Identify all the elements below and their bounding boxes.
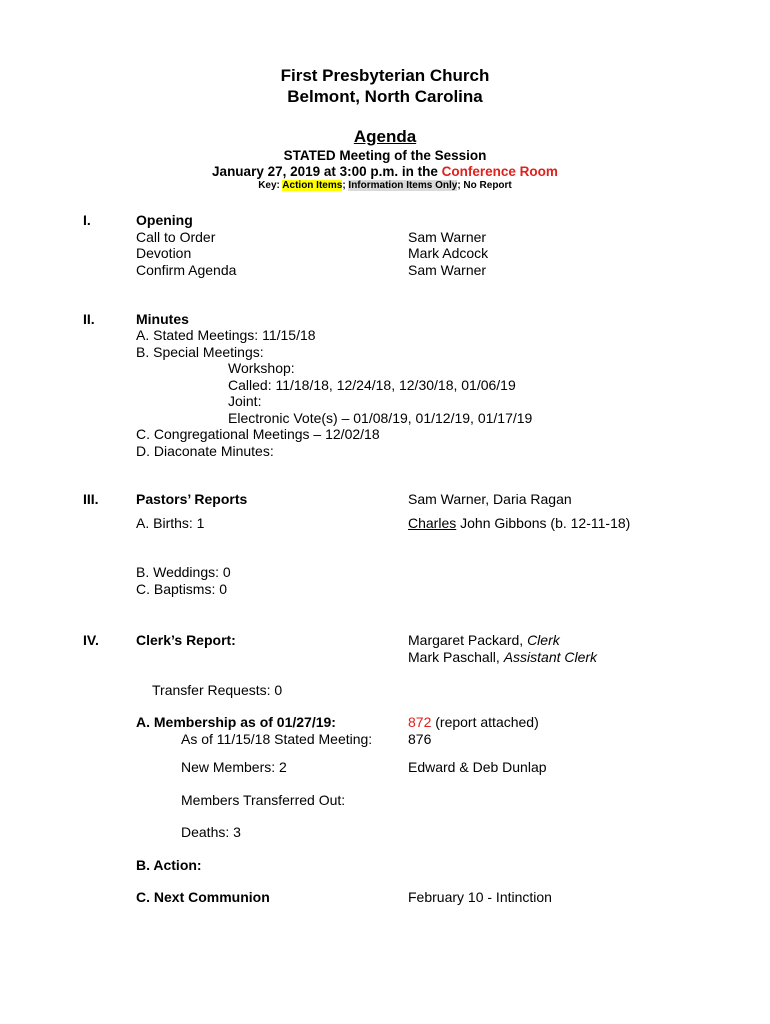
assistant-clerk-line xyxy=(408,649,597,666)
meeting-location: Conference Room xyxy=(441,164,558,179)
key-label: Key: xyxy=(258,180,283,191)
opening-item-who: Sam Warner xyxy=(408,229,487,245)
opening-item-label: Call to Order xyxy=(136,229,216,245)
membership-count: 872 xyxy=(408,714,432,730)
opening-item-who: Sam Warner xyxy=(408,262,487,278)
pastors-birth-detail xyxy=(408,515,630,532)
clerk-name-line xyxy=(408,632,560,649)
birth-rest: John Gibbons (b. 12-11-18) xyxy=(456,515,631,531)
org-location: Belmont, North Carolina xyxy=(287,87,483,106)
section-numeral-clerk: IV. xyxy=(83,632,99,648)
minutes-joint: Joint: xyxy=(228,393,262,409)
assistant-clerk-role: Assistant Clerk xyxy=(503,649,598,665)
pastors-who: Sam Warner, Daria Ragan xyxy=(408,491,572,507)
section-title-pastors: Pastors’ Reports xyxy=(136,491,248,507)
pastors-births: A. Births: 1 xyxy=(136,515,205,531)
key-no-report: ; No Report xyxy=(457,180,512,191)
birth-first-name: Charles xyxy=(408,515,457,531)
pastors-baptisms: C. Baptisms: 0 xyxy=(136,581,228,597)
members-transferred-out: Members Transferred Out: xyxy=(181,792,346,808)
key-information-items: Information Items Only xyxy=(348,180,458,191)
membership-note: (report attached) xyxy=(431,714,539,730)
key-separator: ; xyxy=(342,180,349,191)
minutes-workshop: Workshop: xyxy=(228,360,295,376)
key-action-items: Action Items xyxy=(282,180,343,191)
clerk-role: Clerk xyxy=(527,632,560,648)
membership-count-line xyxy=(408,714,539,731)
opening-item-who: Mark Adcock xyxy=(408,245,489,261)
org-name: First Presbyterian Church xyxy=(280,66,490,85)
meeting-date-line xyxy=(0,164,770,180)
section-title-opening: Opening xyxy=(136,212,193,228)
opening-item-label: Devotion xyxy=(136,245,192,261)
minutes-diaconate: D. Diaconate Minutes: xyxy=(136,443,274,459)
section-numeral-opening: I. xyxy=(83,212,91,228)
new-members-names: Edward & Deb Dunlap xyxy=(408,759,547,775)
clerk-name: Margaret Packard, xyxy=(408,632,528,648)
section-title-minutes: Minutes xyxy=(136,311,189,327)
clerk-action: B. Action: xyxy=(136,857,202,873)
stated-meeting-label: As of 11/15/18 Stated Meeting: xyxy=(181,731,373,747)
pastors-weddings: B. Weddings: 0 xyxy=(136,564,231,580)
next-communion-date: February 10 - Intinction xyxy=(408,889,552,905)
membership-title: A. Membership as of 01/27/19: xyxy=(136,714,336,730)
minutes-stated: A. Stated Meetings: 11/15/18 xyxy=(136,327,316,343)
minutes-electronic: Electronic Vote(s) – 01/08/19, 01/12/19, 01/17/19 xyxy=(228,410,533,426)
stated-meeting-count: 876 xyxy=(408,731,432,747)
page-title: Agenda xyxy=(353,127,417,146)
minutes-congregational: C. Congregational Meetings – 12/02/18 xyxy=(136,426,380,442)
section-title-clerk: Clerk’s Report: xyxy=(136,632,236,648)
minutes-special: B. Special Meetings: xyxy=(136,344,264,360)
deaths: Deaths: 3 xyxy=(181,824,241,840)
new-members: New Members: 2 xyxy=(181,759,287,775)
section-numeral-pastors: III. xyxy=(83,491,99,507)
meeting-date: January 27, 2019 at 3:00 p.m. in the xyxy=(212,164,442,179)
minutes-called: Called: 11/18/18, 12/24/18, 12/30/18, 01/06/19 xyxy=(228,377,516,393)
next-communion: C. Next Communion xyxy=(136,889,270,905)
assistant-clerk-name: Mark Paschall, xyxy=(408,649,504,665)
legend-key xyxy=(0,180,770,192)
opening-item-label: Confirm Agenda xyxy=(136,262,237,278)
section-numeral-minutes: II. xyxy=(83,311,95,327)
meeting-type: STATED Meeting of the Session xyxy=(283,148,487,163)
clerk-transfer-requests: Transfer Requests: 0 xyxy=(152,682,283,698)
